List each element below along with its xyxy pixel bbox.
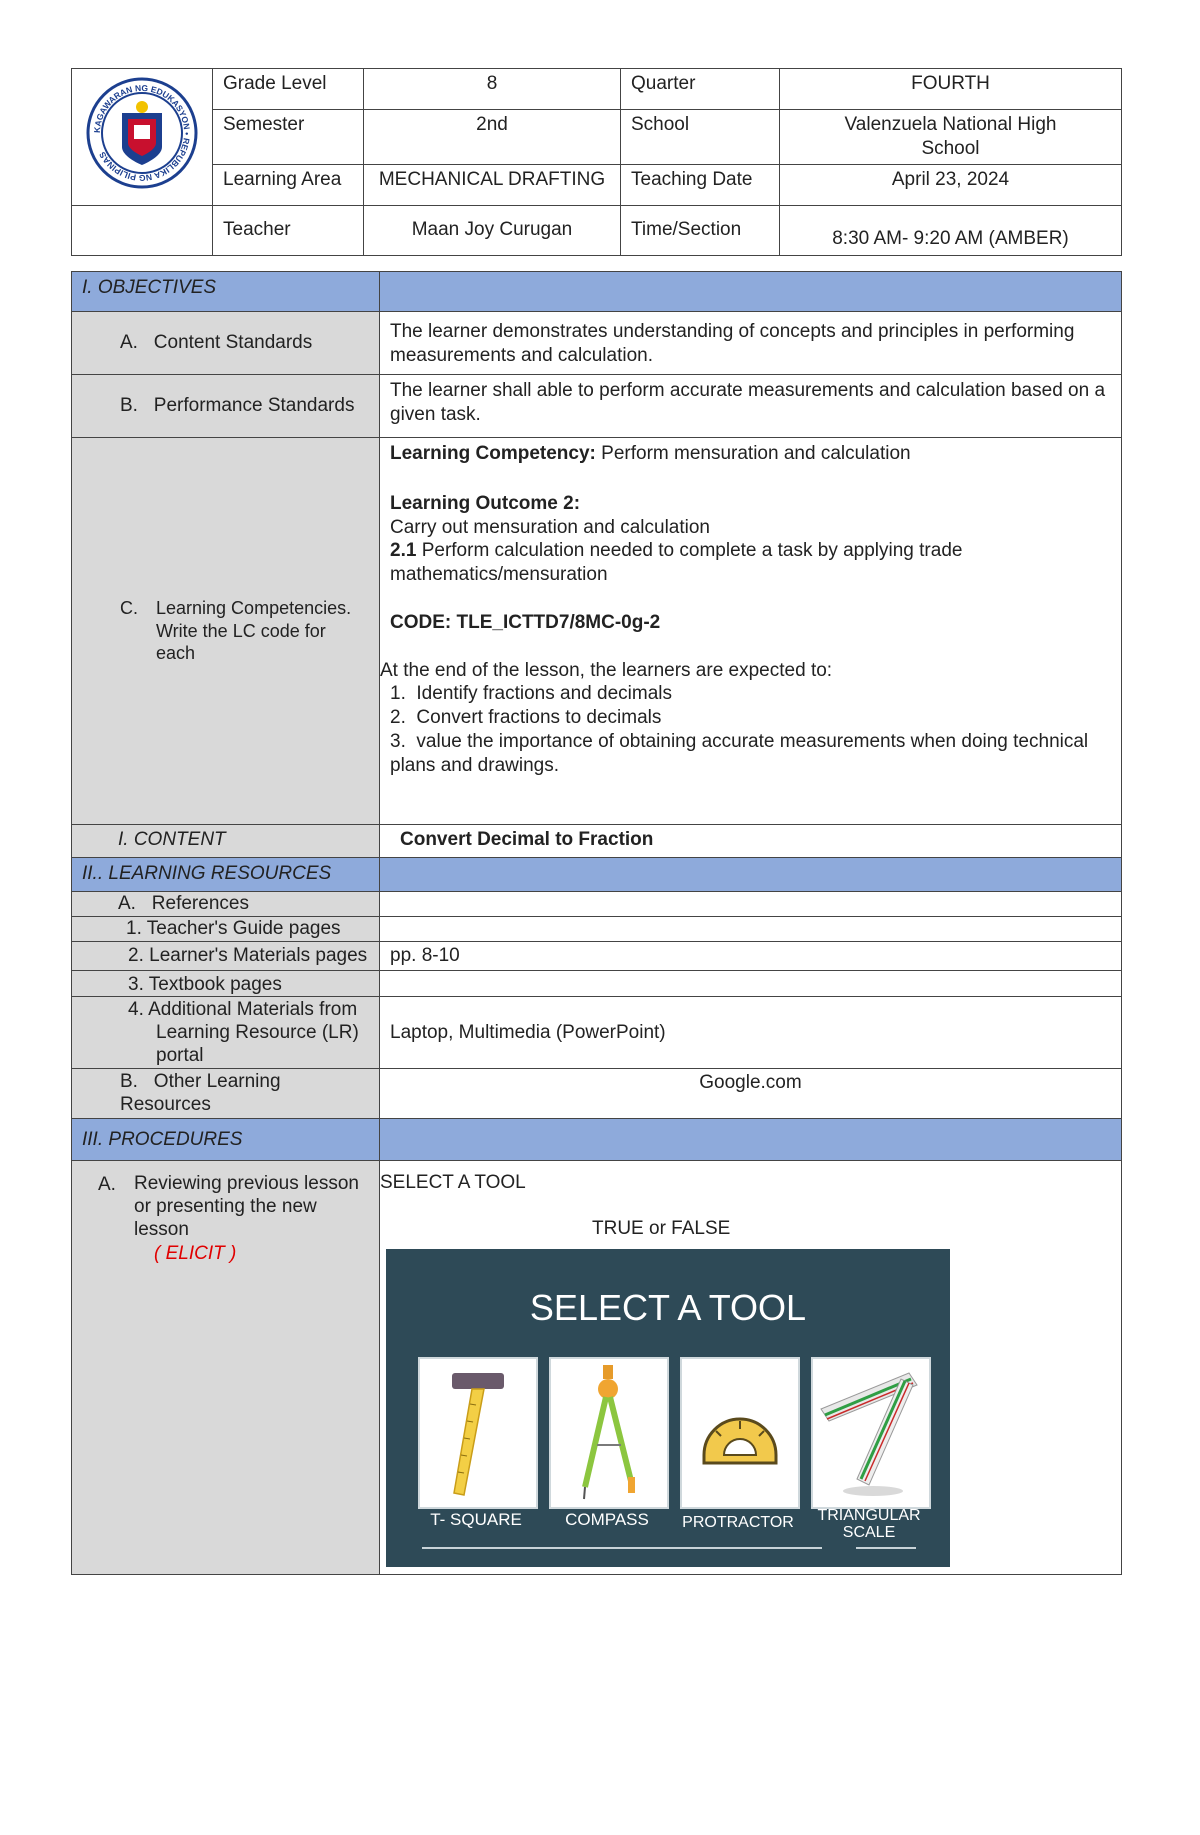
learning-resources-heading: II.. LEARNING RESOURCES [72, 858, 380, 892]
other-label-line-2: Resources [120, 1094, 211, 1116]
objectives-heading: I. OBJECTIVES [72, 272, 380, 312]
outcome-num: 2.1 [390, 540, 417, 562]
tool-label-tsquare: T- SQUARE [430, 1509, 522, 1529]
select-tool-slide [386, 1249, 950, 1567]
learners-materials-value: pp. 8-10 [380, 941, 1122, 970]
textbook-label: 3. Textbook pages [72, 970, 380, 997]
content-value: Convert Decimal to Fraction [380, 825, 1122, 858]
compass-card[interactable] [549, 1357, 669, 1509]
tool-label-protractor: PROTRACTOR [682, 1513, 794, 1531]
triangular-scale-card[interactable] [811, 1357, 931, 1509]
procedures-heading: III. PROCEDURES [72, 1119, 380, 1161]
deped-seal-logo [86, 77, 198, 189]
select-tool-text: SELECT A TOOL [380, 1172, 526, 1194]
performance-standards-text: The learner shall able to perform accurate measurements and calculation based on a given task. [380, 375, 1122, 438]
procedure-a-label-cell [72, 1161, 380, 1575]
learning-area-value: MECHANICAL DRAFTING [364, 164, 621, 205]
slide-footer-line-left [422, 1547, 822, 1549]
additional-label-line-2: Learning Resource (LR) [156, 1022, 359, 1044]
content-standards-text: The learner demonstrates understanding of concepts and principles in performing measurements and calculation. [380, 312, 1122, 375]
teacher-value: Maan Joy Curugan [364, 205, 621, 255]
lc-label-text: Learning Competencies. Write the LC code for each [156, 598, 352, 664]
true-false-text: TRUE or FALSE [592, 1218, 731, 1239]
additional-label-line-1: 4. Additional Materials from [128, 999, 358, 1021]
procedures-heading-blank [380, 1119, 1122, 1161]
objective-item-2: 2. Convert fractions to decimals [390, 707, 662, 728]
tsquare-card[interactable] [418, 1357, 538, 1509]
tool-label-triangular-scale [804, 1507, 934, 1542]
quarter-label: Quarter [621, 69, 780, 110]
teachers-guide-label: 1. Teacher's Guide pages [72, 916, 380, 941]
tool-label-compass: COMPASS [565, 1509, 649, 1529]
outcome-text: Carry out mensuration and calculation [390, 516, 711, 538]
slide-footer-line-right [856, 1547, 916, 1549]
time-section-label: Time/Section [621, 205, 780, 255]
grade-level-label: Grade Level [213, 69, 364, 110]
teaching-date-label: Teaching Date [621, 164, 780, 205]
grade-level-value: 8 [364, 69, 621, 110]
learners-materials-label: 2. Learner's Materials pages [72, 941, 380, 970]
school-value [780, 110, 1122, 165]
procedure-a-content [380, 1161, 1122, 1575]
tool-label-triangular-line-2: SCALE [842, 1524, 896, 1542]
teaching-date-value: April 23, 2024 [780, 164, 1122, 205]
tool-label-triangular-line-1: TRIANGULAR [817, 1506, 921, 1524]
lc-title-text: Perform mensuration and calculation [595, 443, 911, 464]
elicit-label: ( ELICIT ) [154, 1242, 237, 1264]
learning-resources-heading-blank [380, 858, 1122, 892]
references-value [380, 892, 1122, 917]
teacher-label: Teacher [213, 205, 364, 255]
learning-competencies-label-cell [72, 438, 380, 825]
outcome-detail: Perform calculation needed to complete a task by applying trade mathematics/mensuration [390, 540, 963, 585]
objective-item-1: 1. Identify fractions and decimals [390, 683, 672, 705]
additional-label-line-3: portal [156, 1044, 204, 1066]
additional-materials-label [72, 997, 380, 1069]
expect-intro: At the end of the lesson, the learners are expected to: [380, 659, 833, 681]
other-resources-value: Google.com [380, 1069, 1122, 1119]
semester-value: 2nd [364, 110, 621, 165]
lc-code: CODE: TLE_ICTTD7/8MC-0g-2 [390, 611, 661, 633]
procedure-a-text: Reviewing previous lesson or presenting the new lesson [134, 1173, 359, 1240]
learning-area-label: Learning Area [213, 164, 364, 205]
slide-title: SELECT A TOOL [529, 1286, 807, 1328]
lc-label-letter: C. [120, 598, 138, 619]
deped-logo-cell [72, 69, 213, 206]
teachers-guide-value [380, 916, 1122, 941]
compass-icon [551, 1359, 667, 1507]
additional-materials-value: Laptop, Multimedia (PowerPoint) [380, 997, 1122, 1069]
lesson-plan-table [71, 271, 1122, 1575]
semester-label: Semester [213, 110, 364, 165]
school-line-1: Valenzuela National High [844, 114, 1057, 135]
content-label: I. CONTENT [72, 825, 380, 858]
other-resources-label [72, 1069, 380, 1119]
lc-title-bold: Learning Competency: [390, 443, 596, 464]
quarter-value: FOURTH [780, 69, 1122, 110]
tsquare-icon [420, 1359, 536, 1507]
header-table [71, 68, 1122, 256]
textbook-value [380, 970, 1122, 997]
time-section-value: 8:30 AM- 9:20 AM (AMBER) [780, 205, 1122, 255]
references-label: A. References [72, 892, 380, 917]
performance-standards-label: B. Performance Standards [72, 375, 380, 438]
blank-cell [72, 205, 213, 255]
learning-competencies-cell [380, 438, 1122, 825]
school-label: School [621, 110, 780, 165]
protractor-card[interactable] [680, 1357, 800, 1509]
protractor-icon [682, 1359, 798, 1507]
svg-text:KAGAWARAN NG EDUKASYON • REPUB: KAGAWARAN NG EDUKASYON • REPUBLIKA NG PILIPINAS [91, 83, 193, 184]
other-label-line-1: B. Other Learning [120, 1071, 281, 1093]
procedure-a-letter: A. [98, 1174, 116, 1196]
objectives-heading-blank [380, 272, 1122, 312]
school-line-2: School [921, 137, 980, 159]
outcome-bold: Learning Outcome 2: [390, 492, 581, 514]
objectives-list [380, 682, 1111, 777]
objective-item-3: 3. value the importance of obtaining accurate measurements when doing technical plans and drawings. [390, 730, 1089, 776]
content-standards-label: A. Content Standards [72, 312, 380, 375]
triangular-scale-icon [813, 1359, 929, 1507]
